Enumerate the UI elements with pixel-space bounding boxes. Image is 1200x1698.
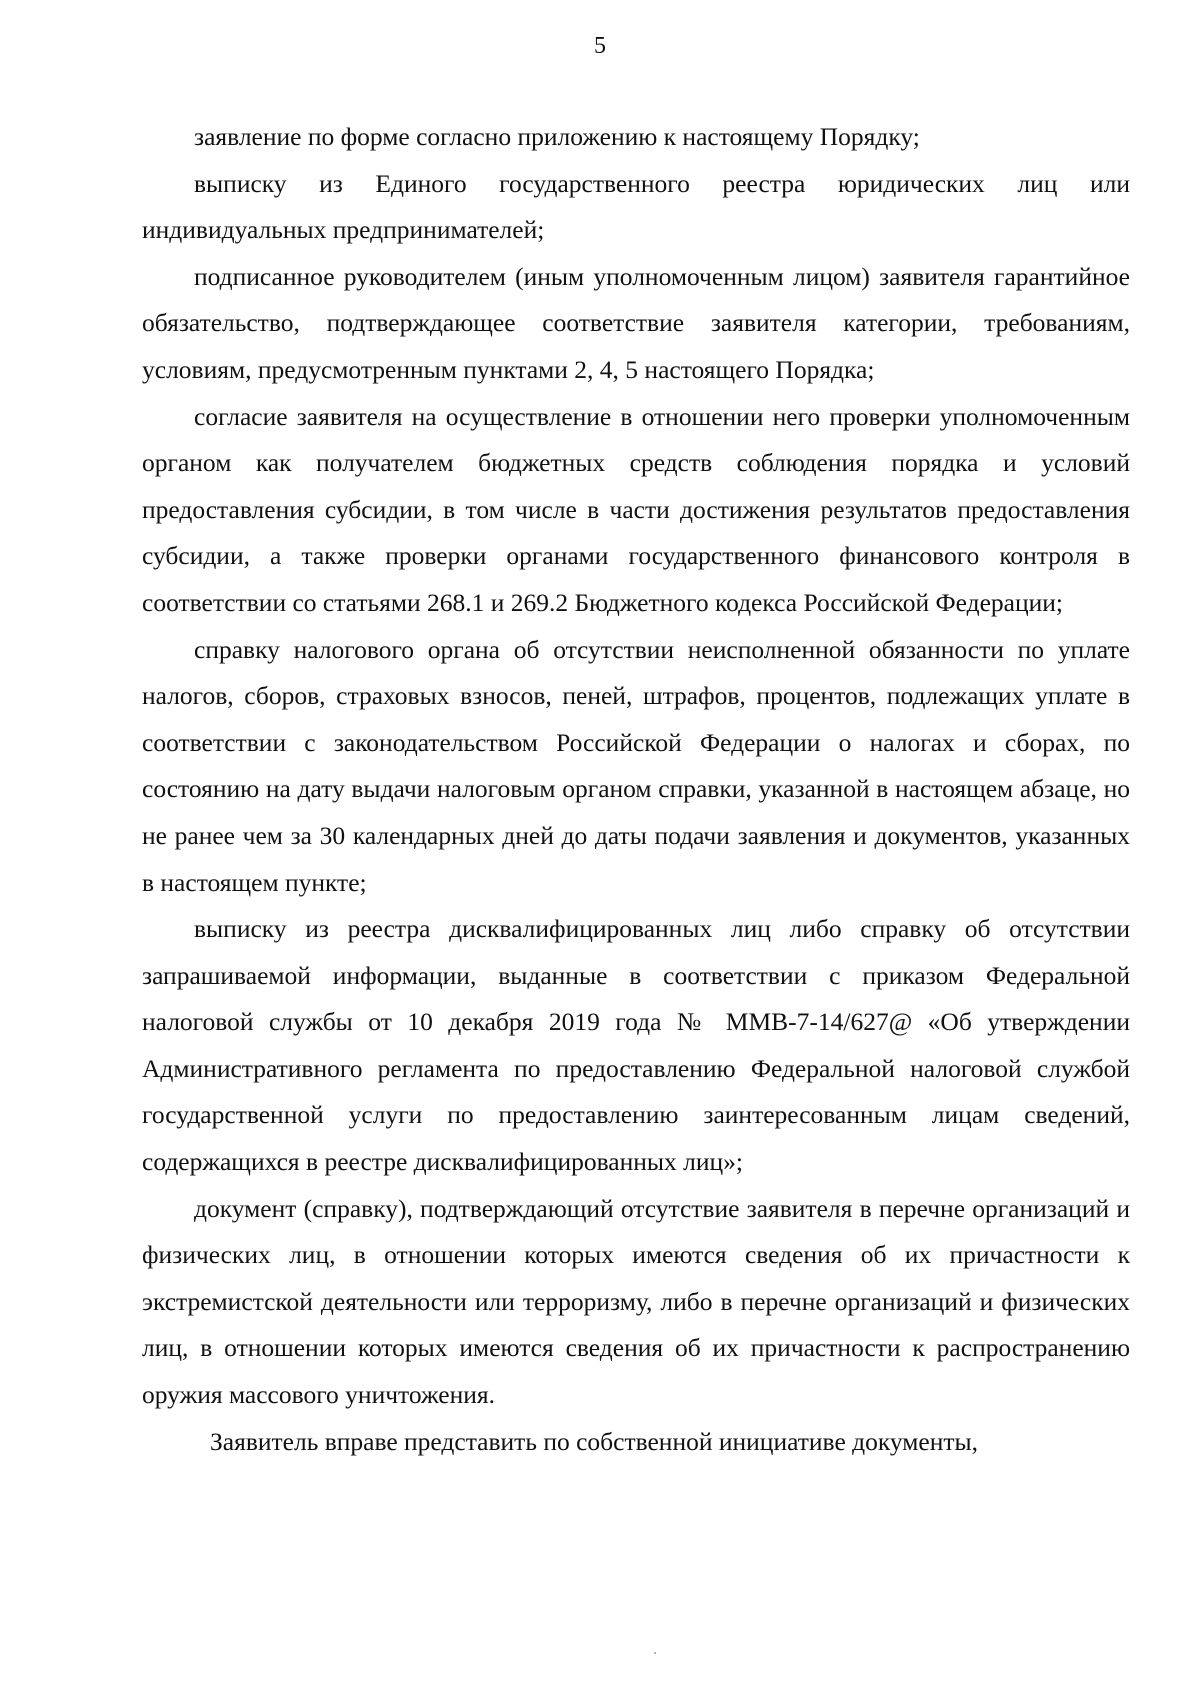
scan-speck (654, 1652, 656, 1654)
paragraph-application-form: заявление по форме согласно приложению к настоящему Порядку; (194, 122, 920, 151)
paragraph-tax-certificate: справку налогового органа об отсутствии неисполненной обязанности по уплате налогов, сборов, страховых взносов, пеней, штрафов, процентов, подлежащих уплате в соответствии с законодательством Российской Федерации о налогах и сборах, по состоянию на дату выдачи налоговым органом справки, указанной в настоящем абзаце, но не ранее чем за 30 календарных дней до даты подачи заявления и документов, указанных в настоящем пункте; (142, 634, 1130, 897)
paragraph-egrul-extract: выписку из Единого государственного реестра юридических лиц или индивидуальных предпринимателей; (142, 168, 1130, 245)
paragraph-audit-consent: согласие заявителя на осуществление в отношении него проверки уполномоченным органом как получателем бюджетных средств соблюдения порядка и условий предоставления субсидии, в том числе в части достижения результатов предоставления субсидии, а также проверки органами государственного финансового контроля в соответствии со статьями 268.1 и 269.2 Бюджетного кодекса Российской Федерации; (142, 401, 1130, 617)
paragraph-extremism-certificate: документ (справку), подтверждающий отсутствие заявителя в перечне организаций и физических лиц, в отношении которых имеются сведения об их причастности к экстремистской деятельности или терроризму, либо в перечне организаций и физических лиц, в отношении которых имеются сведения об их причастности к распространению оружия массового уничтожения. (142, 1193, 1130, 1410)
paragraph-guarantee-obligation: подписанное руководителем (иным уполномоченным лицом) заявителя гарантийное обязательство, подтверждающее соответствие заявителя категории, требованиям, условиям, предусмотренным пунктами 2, 4, 5 настоящего Порядка; (142, 261, 1130, 384)
document-body (142, 114, 1130, 1465)
page-number: 5 (594, 33, 606, 59)
paragraph-applicant-right: Заявитель вправе представить по собственной инициативе документы, (210, 1426, 979, 1456)
paragraph-disqualified-registry: выписку из реестра дисквалифицированных лиц либо справку об отсутствии запрашиваемой информации, выданные в соответствии с приказом Федеральной налоговой службы от 10 декабря 2019 года № ММВ-7-14/627@ «Об утверждении Административного регламента по предоставлению Федеральной налоговой службой государственной услуги по предоставлению заинтересованным лицам сведений, содержащихся в реестре дисквалифицированных лиц»; (142, 914, 1130, 1177)
